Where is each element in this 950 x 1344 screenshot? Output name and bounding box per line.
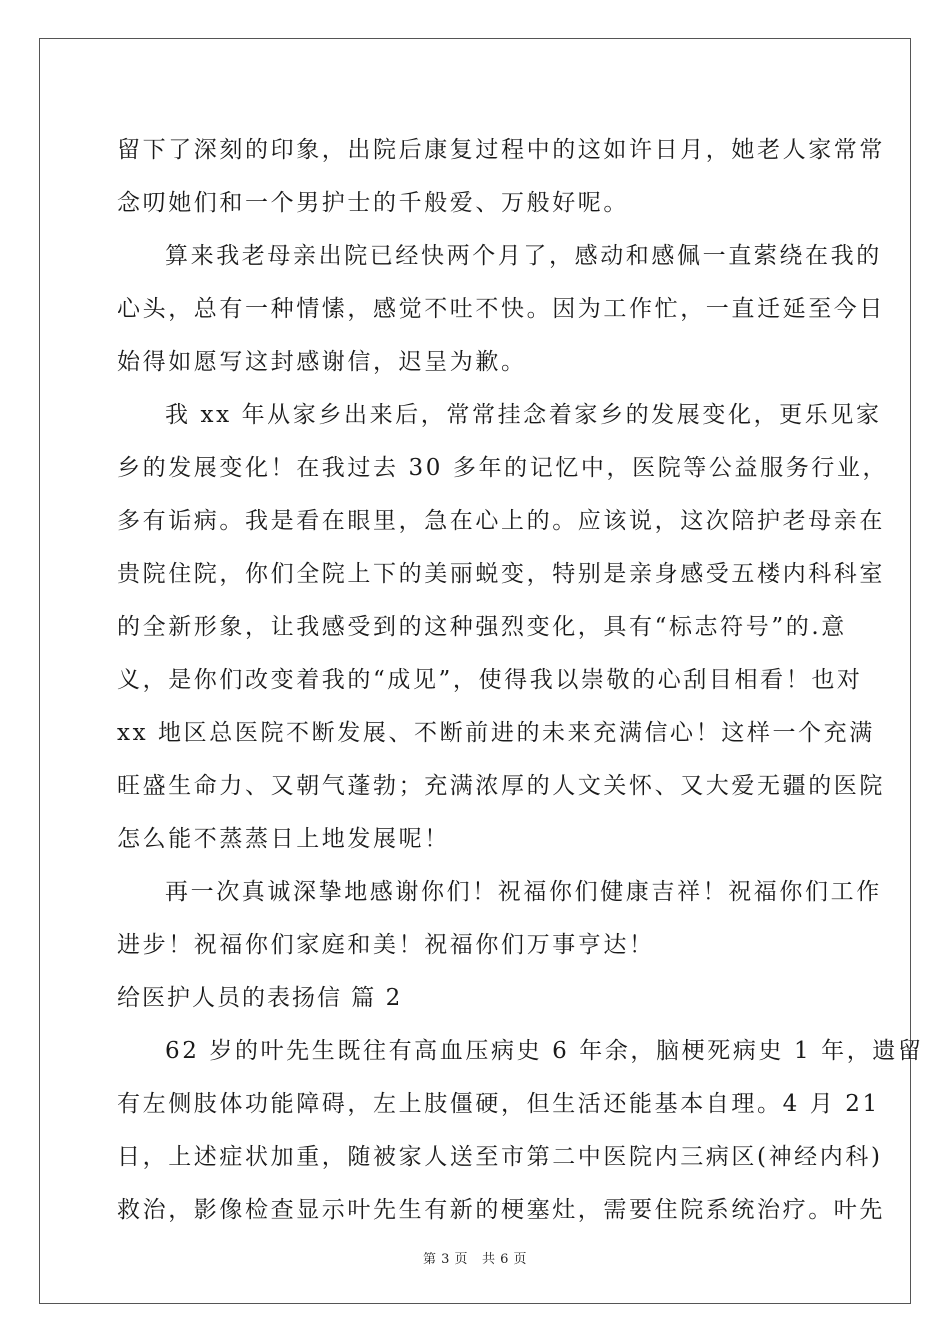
document-body [117, 124, 924, 1237]
body-line: 心头，总有一种情愫，感觉不吐不快。因为工作忙，一直迁延至今日 [117, 296, 885, 322]
body-line: 旺盛生命力、又朝气蓬勃；充满浓厚的人文关怀、又大爱无疆的医院 [117, 773, 885, 799]
body-line: xx 地区总医院不断发展、不断前进的未来充满信心！这样一个充满 [117, 720, 875, 746]
page-number: 第 3 页 [422, 1252, 468, 1267]
body-line: 救治，影像检查显示叶先生有新的梗塞灶，需要住院系统治疗。叶先 [117, 1197, 885, 1223]
body-line: 多有诟病。我是看在眼里，急在心上的。应该说，这次陪护老母亲在 [117, 508, 885, 534]
body-line: 的全新形象，让我感受到的这种强烈变化，具有“标志符号”的.意 [117, 614, 847, 640]
paragraph-start: 算来我老母亲出院已经快两个月了，感动和感佩一直萦绕在我的 [165, 243, 882, 269]
section-heading: 给医护人员的表扬信 篇 2 [117, 985, 403, 1011]
body-line: 义，是你们改变着我的“成见”，使得我以崇敬的心刮目相看！也对 [117, 667, 863, 693]
body-line: 日，上述症状加重，随被家人送至市第二中医院内三病区(神经内科) [117, 1144, 883, 1170]
body-line: 乡的发展变化！在我过去 30 多年的记忆中，医院等公益服务行业， [117, 455, 889, 481]
paragraph-start: 我 xx 年从家乡出来后，常常挂念着家乡的发展变化，更乐见家 [165, 402, 882, 428]
page-total: 共 6 页 [482, 1252, 528, 1267]
body-line: 怎么能不蒸蒸日上地发展呢！ [117, 826, 450, 852]
body-line: 进步！祝福你们家庭和美！祝福你们万事亨达！ [117, 932, 655, 958]
body-line: 始得如愿写这封感谢信，迟呈为歉。 [117, 349, 527, 375]
paragraph-start: 再一次真诚深挚地感谢你们！祝福你们健康吉祥！祝福你们工作 [165, 879, 882, 905]
body-line: 贵院住院，你们全院上下的美丽蜕变，特别是亲身感受五楼内科科室 [117, 561, 885, 587]
paragraph-start: 62 岁的叶先生既往有高血压病史 6 年余，脑梗死病史 1 年，遗留 [165, 1038, 924, 1064]
body-line: 有左侧肢体功能障碍，左上肢僵硬，但生活还能基本自理。4 月 21 [117, 1091, 880, 1117]
body-line: 留下了深刻的印象，出院后康复过程中的这如许日月，她老人家常常 [117, 137, 885, 163]
page-footer [0, 1248, 950, 1267]
body-line: 念叨她们和一个男护士的千般爱、万般好呢。 [117, 190, 629, 216]
